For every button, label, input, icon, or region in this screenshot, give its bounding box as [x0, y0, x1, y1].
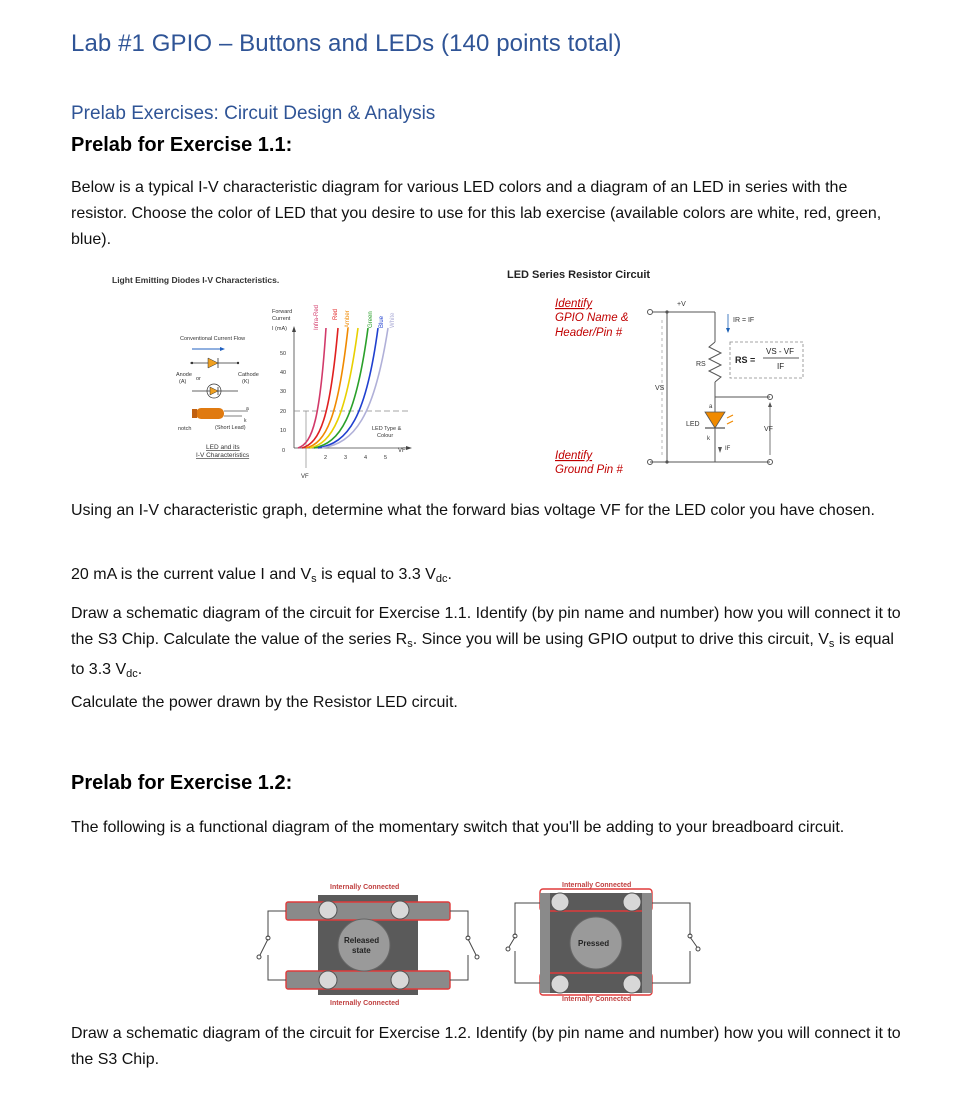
prelab-1-2-question-schematic: Draw a schematic diagram of the circuit for Exercise 1.2. Identify (by pin name and number) how you will connect it to the S3 Chip.	[71, 1025, 901, 1068]
q2-sub-s: s	[311, 573, 317, 585]
notch-label: notch	[178, 426, 192, 432]
q3-text-4: .	[137, 661, 143, 678]
vf-label: VF	[764, 426, 773, 433]
led-type-label-1: LED Type &	[372, 426, 402, 432]
released-top-bar	[286, 902, 450, 920]
q2-text-3: .	[447, 566, 452, 583]
pressed-switch-right-lever	[690, 937, 697, 947]
led-light-rays	[727, 415, 733, 424]
label-red: Red	[333, 308, 339, 320]
x-tick-3: 3	[344, 455, 348, 461]
label-infrared: Infra-Red	[314, 304, 320, 330]
pressed-wire-right-bottom	[652, 951, 690, 983]
vplus-label: +V	[677, 301, 686, 308]
rs-formula-numerator: VS - VF	[766, 347, 795, 356]
identify-ground-line-2: Ground Pin #	[555, 464, 623, 476]
released-bottom-label: Internally Connected	[330, 1000, 400, 1007]
pressed-label: Pressed	[578, 939, 610, 948]
led-label: LED	[686, 421, 700, 428]
prelab-1-1-question-power: Calculate the power drawn by the Resistor LED circuit.	[71, 694, 458, 711]
switch-released	[257, 884, 479, 1007]
pressed-bottom-label: Internally Connected	[562, 996, 632, 1003]
physical-a-label: a	[246, 406, 249, 412]
q3-text-2: . Since you will be using GPIO output to drive this circuit, V	[412, 631, 829, 648]
released-switch-left-lever	[260, 939, 268, 955]
document-title: Lab #1 GPIO – Buttons and LEDs (140 points total)	[71, 30, 622, 57]
pressed-switch-right-c2	[696, 947, 700, 951]
label-blue: Blue	[379, 315, 385, 328]
q3-sub-s2: s	[828, 638, 835, 650]
if-arrow	[718, 447, 722, 453]
pressed-wire-right-top	[652, 903, 690, 935]
q3-sub-dc: dc	[126, 668, 138, 680]
prelab-1-2-heading: Prelab for Exercise 1.2:	[71, 772, 293, 794]
vf-bottom-label: VF	[301, 474, 309, 480]
led-type-label-2: Colour	[377, 433, 394, 439]
prelab-1-1-heading: Prelab for Exercise 1.1:	[71, 134, 293, 156]
pressed-pin-tl	[551, 893, 569, 911]
circuit-figure-title: LED Series Resistor Circuit	[507, 269, 651, 281]
prelab-1-1-question-vf: Using an I-V characteristic graph, determine what the forward bias voltage VF for the LED color you have chosen.	[71, 502, 875, 519]
released-switch-left-c2	[257, 955, 261, 959]
switch-pressed	[506, 882, 700, 1003]
curve-yellow	[310, 328, 358, 448]
or-label: or	[196, 376, 201, 382]
x-tick-2: 2	[324, 455, 328, 461]
prelab-1-1-question-current	[71, 562, 901, 592]
identify-gpio-line-3: Header/Pin #	[555, 327, 623, 339]
q3-text-1: Draw a schematic diagram of the circuit for Exercise 1.1. Identify (by pin name and number) how you will connect it to the S3 Chip. Calculate the value of the series R	[71, 605, 901, 648]
pressed-pin-tr	[623, 893, 641, 911]
momentary-switch-figure	[250, 875, 720, 1010]
resistor-rs	[709, 342, 721, 382]
ir-arrowhead	[726, 328, 730, 333]
led-series-circuit-figure	[505, 262, 805, 487]
identify-gpio-line-2: GPIO Name &	[555, 312, 629, 324]
vs-label: VS	[655, 385, 665, 392]
label-white: White	[390, 312, 396, 328]
released-label-1: Released	[344, 936, 380, 945]
forward-current-label-3: I (mA)	[272, 326, 287, 332]
section-subtitle: Prelab Exercises: Circuit Design & Analysis	[71, 103, 436, 124]
released-button-cap	[338, 919, 390, 971]
pressed-top-label: Internally Connected	[562, 882, 632, 889]
caption-line-1: LED and its	[206, 444, 240, 451]
led-cathode-dot	[237, 362, 239, 364]
prelab-1-2-intro: The following is a functional diagram of the momentary switch that you'll be adding to your breadboard circuit.	[71, 819, 845, 836]
released-pin-br	[391, 971, 409, 989]
released-top-label: Internally Connected	[330, 884, 400, 891]
ir-equation: IR = IF	[733, 317, 755, 324]
y-tick-0: 0	[282, 448, 286, 454]
released-pin-bl	[319, 971, 337, 989]
pressed-switch-left-c2	[506, 947, 510, 951]
led-symbol-1	[208, 358, 218, 368]
conventional-current-label: Conventional Current Flow	[180, 336, 246, 342]
x-tick-5: 5	[384, 455, 388, 461]
released-pin-tr	[391, 901, 409, 919]
pressed-pin-br	[623, 975, 641, 993]
led-anode-dot	[191, 362, 193, 364]
led-triangle	[705, 412, 725, 428]
q2-text-2: is equal to 3.3 V	[316, 566, 436, 583]
released-switch-right-c2	[475, 955, 479, 959]
y-tick-40: 40	[280, 370, 287, 376]
q2-text-1: 20 mA is the current value I and V	[71, 566, 312, 583]
anode-label-2: (A)	[179, 379, 187, 385]
y-tick-30: 30	[280, 389, 287, 395]
x-axis-vf-label: VF	[398, 448, 406, 454]
pressed-right-bar	[642, 893, 652, 993]
pressed-pin-bl	[551, 975, 569, 993]
pressed-wire-left-top	[515, 903, 540, 935]
rs-formula-label: RS =	[735, 355, 756, 365]
rs-label: RS	[696, 361, 706, 368]
identify-ground-line-1: Identify	[555, 450, 593, 462]
label-amber: Amber	[345, 310, 351, 328]
prelab-1-1-question-schematic	[71, 601, 901, 687]
pressed-switch-left-lever	[509, 937, 515, 947]
if-label: IF	[725, 446, 731, 452]
label-green: Green	[368, 311, 374, 328]
current-flow-arrowhead	[220, 347, 225, 351]
anode-label: Anode	[176, 372, 192, 378]
vplus-terminal	[648, 310, 653, 315]
curve-green	[314, 328, 368, 448]
released-wire-left-bottom	[268, 955, 286, 980]
y-axis-arrow	[292, 326, 296, 332]
released-pin-tl	[319, 901, 337, 919]
cathode-label: Cathode	[238, 372, 259, 378]
forward-current-label-1: Forward	[272, 309, 293, 315]
physical-led-body	[196, 408, 224, 419]
released-wire-right-top	[450, 911, 468, 937]
y-tick-20: 20	[280, 409, 287, 415]
forward-current-label-2: Current	[272, 316, 291, 322]
physical-k-label: k	[244, 418, 247, 424]
pressed-left-bar	[540, 893, 550, 993]
led-k-label: k	[707, 436, 710, 442]
y-tick-50: 50	[280, 351, 287, 357]
q3-text-3: is equal to 3.3 V	[71, 631, 894, 678]
curve-infrared	[298, 328, 326, 448]
prelab-1-1-intro: Below is a typical I-V characteristic diagram for various LED colors and a diagram of an LED in series with the resistor. Choose the color of LED that you desire to use for this lab exercise (available colors are white, red, green, blue).	[71, 179, 882, 248]
q2-sub-dc: dc	[435, 573, 448, 585]
released-wire-right-bottom	[450, 955, 468, 980]
released-wire-left-top	[268, 911, 286, 937]
short-lead-label: (Short Lead)	[215, 425, 246, 431]
vf-arrowhead	[768, 402, 772, 407]
led-a-label: a	[709, 404, 713, 410]
caption-line-2: I-V Characteristics	[196, 452, 250, 459]
led-symbol-2	[210, 387, 218, 395]
identify-gpio-line-1: Identify	[555, 298, 593, 310]
released-bottom-bar	[286, 971, 450, 989]
node-top-left	[665, 310, 668, 313]
iv-figure-title: Light Emitting Diodes I-V Characteristics.	[112, 275, 280, 285]
y-tick-10: 10	[280, 428, 287, 434]
iv-characteristics-figure	[108, 268, 428, 483]
q3-sub-s1: s	[407, 638, 413, 650]
released-label-2: state	[352, 946, 371, 955]
rs-formula-denominator: IF	[777, 362, 785, 371]
x-tick-4: 4	[364, 455, 368, 461]
cathode-label-2: (K)	[242, 379, 250, 385]
released-switch-right-lever	[468, 939, 476, 955]
physical-led-notch	[192, 409, 197, 418]
x-axis-arrow	[406, 446, 412, 450]
pressed-wire-left-bottom	[515, 951, 540, 983]
